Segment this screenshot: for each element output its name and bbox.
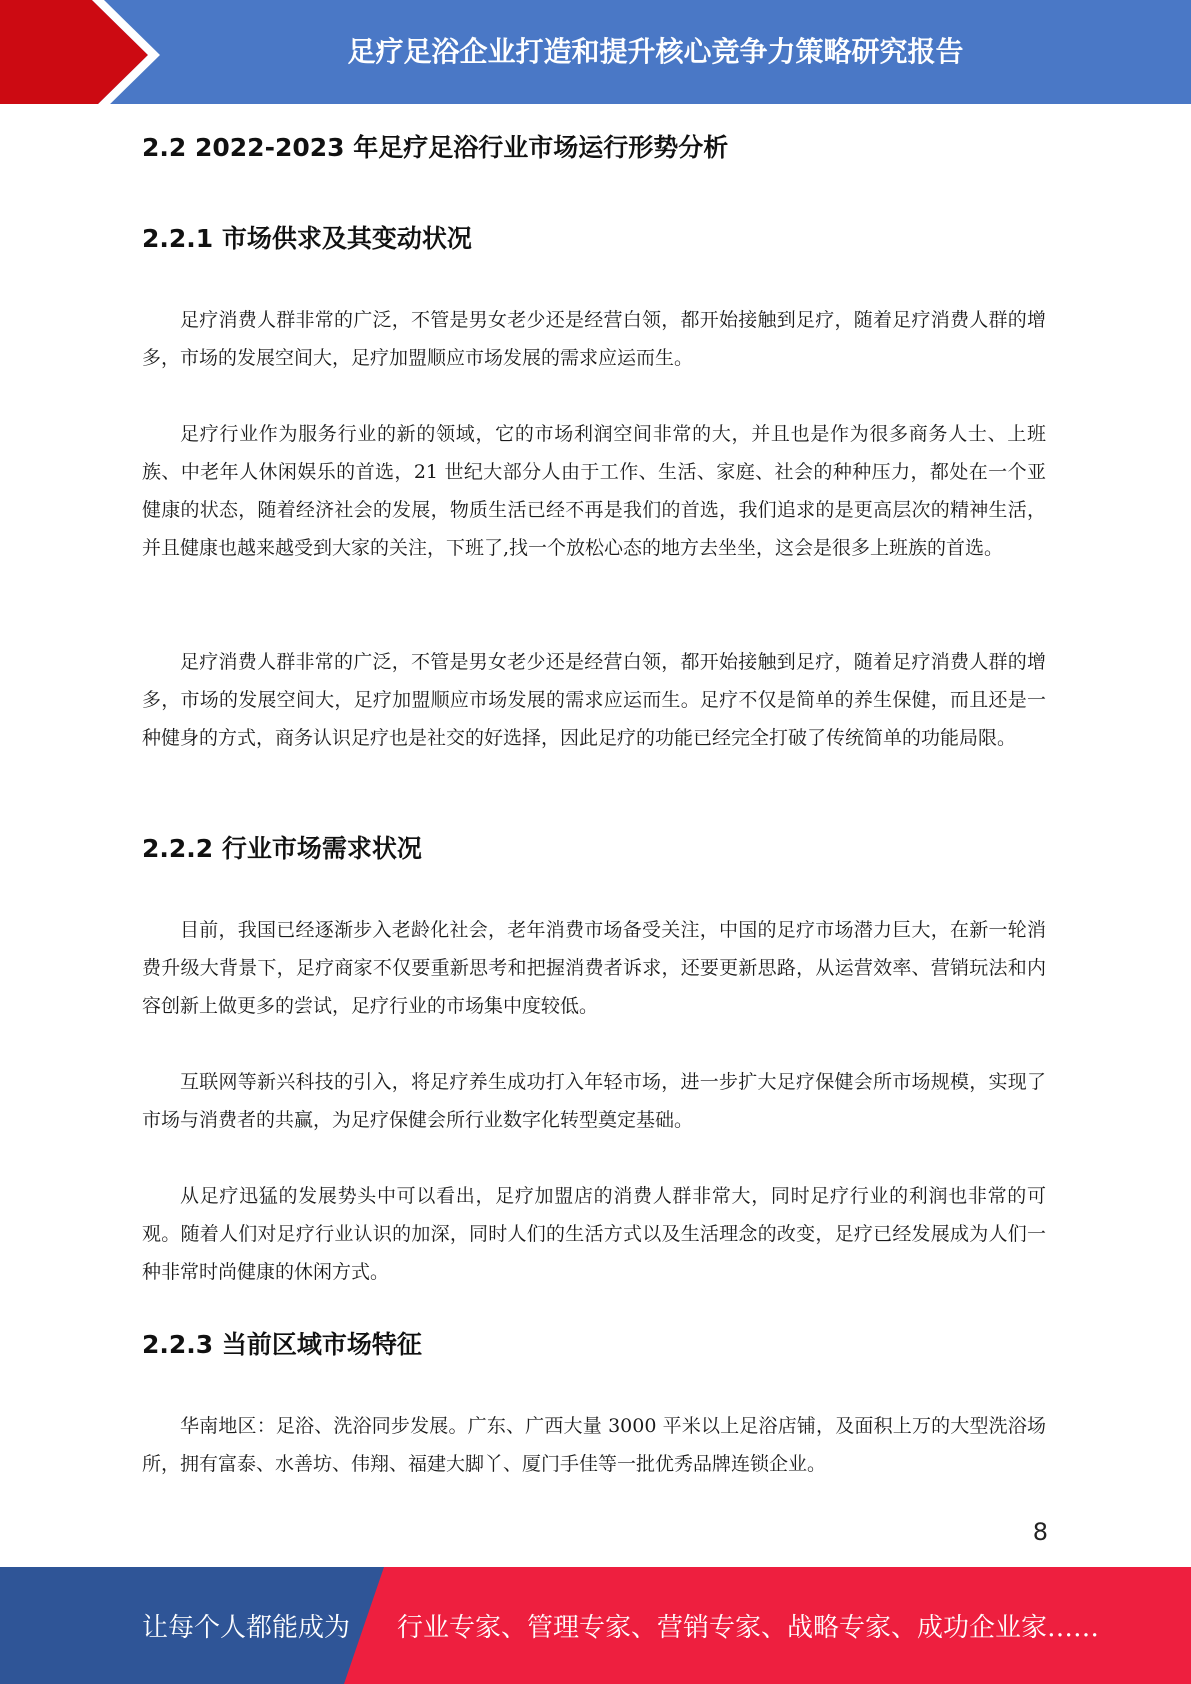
footer-slogan-right: 行业专家、管理专家、营销专家、战略专家、成功企业家…… [397,1613,1100,1643]
section-2-2-1-paragraph-2: 足疗行业作为服务行业的新的领域，它的市场利润空间非常的大，并且也是作为很多商务人士、上班族、中老年人休闲娱乐的首选，21 世纪大部分人由于工作、生活、家庭、社会的种种压力，都处在一个亚健康的状态，随着经济社会的发展，物质生活已经不再是我们的首选，我们追求的是更高层次的精神生活，并且健康也越来越受到大家的关注，下班了,找一个放松心态的地方去坐坐，这会是很多上班族的首选。 [142,423,1046,559]
section-2-2-1-heading: 2.2.1 市场供求及其变动状况 [142,224,472,253]
section-2-2-1-paragraph-3: 足疗消费人群非常的广泛，不管是男女老少还是经营白领，都开始接触到足疗，随着足疗消费人群的增多，市场的发展空间大，足疗加盟顺应市场发展的需求应运而生。足疗不仅是简单的养生保健，而且还是一种健身的方式，商务认识足疗也是社交的好选择，因此足疗的功能已经完全打破了传统简单的功能局限。 [142,651,1046,749]
section-2-2-2-paragraph-2: 互联网等新兴科技的引入，将足疗养生成功打入年轻市场，进一步扩大足疗保健会所市场规模，实现了市场与消费者的共赢，为足疗保健会所行业数字化转型奠定基础。 [142,1071,1046,1131]
section-2-2-3-heading: 2.2.3 当前区域市场特征 [142,1330,422,1359]
section-2-2-2-heading: 2.2.2 行业市场需求状况 [142,834,422,863]
section-2-2-heading: 2.2 2022-2023 年足疗足浴行业市场运行形势分析 [142,133,729,162]
section-2-2-1-paragraph-1: 足疗消费人群非常的广泛，不管是男女老少还是经营白领，都开始接触到足疗，随着足疗消费人群的增多，市场的发展空间大，足疗加盟顺应市场发展的需求应运而生。 [142,309,1046,369]
section-2-2-3-paragraph-1: 华南地区：足浴、洗浴同步发展。广东、广西大量 3000 平米以上足浴店铺，及面积上万的大型洗浴场所，拥有富泰、水善坊、伟翔、福建大脚丫、厦门手佳等一批优秀品牌连锁企业。 [142,1415,1046,1475]
report-title: 足疗足浴企业打造和提升核心竞争力策略研究报告 [347,35,964,68]
section-2-2-2-paragraph-3: 从足疗迅猛的发展势头中可以看出，足疗加盟店的消费人群非常大，同时足疗行业的利润也非常的可观。随着人们对足疗行业认识的加深，同时人们的生活方式以及生活理念的改变，足疗已经发展成为人们一种非常时尚健康的休闲方式。 [142,1185,1046,1283]
page-number: 8 [1032,1518,1048,1546]
page-header [0,0,1191,110]
footer-slogan-left: 让每个人都能成为 [142,1613,351,1643]
page-footer [0,1567,1191,1684]
section-2-2-2-paragraph-1: 目前，我国已经逐渐步入老龄化社会，老年消费市场备受关注，中国的足疗市场潜力巨大，在新一轮消费升级大背景下，足疗商家不仅要重新思考和把握消费者诉求，还要更新思路，从运营效率、营销玩法和内容创新上做更多的尝试，足疗行业的市场集中度较低。 [142,919,1046,1017]
